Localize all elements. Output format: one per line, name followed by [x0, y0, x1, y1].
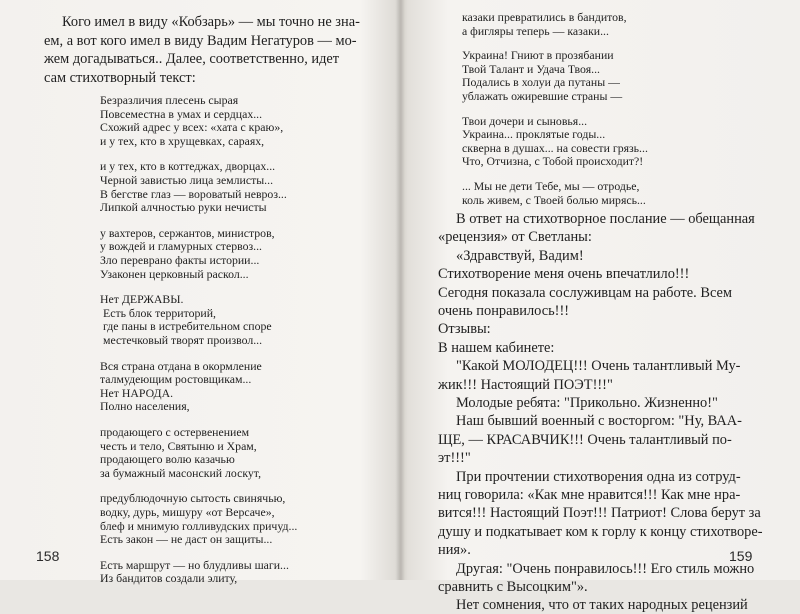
verse-line: Украина! Гниют в прозябании	[462, 48, 614, 63]
left-page	[0, 0, 398, 586]
verse-line: Твои дочери и сыновья...	[462, 113, 588, 128]
prose-line: "Какой МОЛОДЕЦ!!! Очень талантливый Му-	[456, 358, 741, 375]
verse-line: Украина... проклятые годы...	[462, 127, 606, 142]
prose-line: Стихотворение меня очень впечатлило!!!	[438, 266, 690, 283]
prose-line: сравнить с Высоцким"».	[438, 579, 588, 595]
prose-line: душу и подкатывает ком к горлу к концу стихотворе-	[438, 523, 763, 540]
prose-line: «рецензия» от Светланы:	[438, 229, 592, 246]
verse-line: Твой Талант и Удача Твоя...	[462, 61, 600, 76]
verse-line: талмудеющим ростовщикам...	[100, 372, 252, 387]
verse-line: Нет НАРОДА.	[100, 385, 174, 400]
prose-line: При прочтении стихотворения одна из сотруд-	[456, 468, 741, 485]
verse-line: Липкой алчностью руки нечисты	[100, 200, 267, 215]
prose-line: жем догадываться.. Далее, соответственно, идет	[44, 51, 340, 67]
verse-line: В бегстве глаз — вороватый невроз...	[100, 186, 287, 201]
verse-line: Из бандитов создали элиту,	[100, 571, 238, 586]
verse-line: Нет ДЕРЖАВЫ.	[100, 292, 184, 307]
verse-line: за бумажный масонский лоскут,	[100, 465, 262, 480]
verse-line: водку, дурь, мишуру «от Версаче»,	[100, 505, 275, 519]
verse-line: и у тех, кто в хрущевках, сараях,	[100, 133, 265, 148]
verse-line: Есть маршрут — но блудливы шаги...	[100, 557, 289, 572]
verse-line: Черной завистью лица землисты...	[100, 173, 274, 187]
prose-line: ниц говорила: «Как мне нравится!!! Как мне нра-	[438, 487, 741, 503]
verse-line: блеф и мнимую голливудских причуд...	[100, 518, 298, 533]
prose-line: эт!!!"	[438, 450, 471, 467]
prose-line: Другая: "Очень понравилось!!! Его стиль можно	[456, 560, 755, 577]
page-number: 158	[36, 548, 60, 564]
verse-line: ублажать ожиревшие страны —	[462, 89, 623, 103]
verse-line: Есть блок территорий,	[103, 305, 216, 320]
verse-line: продающего с остервенением	[100, 425, 250, 439]
verse-line: Вся страна отдана в окормление	[100, 358, 262, 373]
verse-line: Повсеместна в умах и сердцах...	[100, 106, 263, 121]
verse-line: Что, Отчизна, с Тобой происходит?!	[462, 154, 644, 169]
prose-line: Нет сомнения, что от таких народных рецензий	[456, 597, 748, 614]
verse-line: и у тех, кто в коттеджах, дворцах...	[100, 159, 276, 174]
verse-line: Зло переврано факты истории...	[100, 253, 260, 267]
verse-line: Безразличия плесень сырая	[100, 93, 239, 107]
verse-line: Подались в холуи да путаны —	[462, 75, 620, 90]
prose-line: ЩЕ, — КРАСАВЧИК!!! Очень талантливый по-	[438, 431, 732, 448]
prose-line: жик!!! Настоящий ПОЭТ!!!"	[438, 376, 613, 393]
verse-line: ... Мы не дети Тебе, мы — отродье,	[462, 179, 640, 193]
prose-line: Сегодня показала сослуживцам на работе. Всем	[438, 284, 733, 301]
prose-line: В ответ на стихотворное послание — обещанная	[456, 211, 755, 227]
verse-line: у вахтеров, сержантов, министров,	[100, 225, 275, 240]
prose-line: Молодые ребята: "Прикольно. Жизненно!"	[456, 395, 718, 411]
verse-line: скверна в душах... на совести грязь...	[462, 140, 648, 155]
prose-line: Наш бывший военный с восторгом: "Ну, ВАА-	[456, 413, 742, 430]
prose-line: вится!!! Настоящий Поэт!!! Патриот! Слова берут за	[438, 505, 761, 522]
verse-line: продающего волю казачью	[100, 452, 235, 467]
prose-line: ния».	[438, 542, 471, 559]
page-number: 159	[729, 548, 753, 564]
verse-line: предублюдочную сытость свинячью,	[100, 491, 286, 506]
verse-line: у вождей и гламурных стервоз...	[100, 239, 262, 254]
prose-line: Кого имел в виду «Кобзарь» — мы точно не зна-	[62, 14, 360, 30]
prose-line: сам стихотворный текст:	[44, 69, 196, 86]
verse-line: Есть закон — не даст он защиты...	[100, 532, 273, 547]
verse-line: а фигляры теперь — казаки...	[462, 23, 609, 38]
right-page	[402, 0, 800, 614]
prose-line: Отзывы:	[438, 321, 491, 338]
verse-line: честь и тело, Святыню и Храм,	[100, 438, 257, 453]
verse-line: местечковый творят произвол...	[103, 333, 263, 347]
prose-line: очень понравилось!!!	[438, 303, 570, 319]
verse-line: Схожий адрес у всех: «хата с краю»,	[100, 120, 284, 135]
verse-line: Узаконен церковный раскол...	[100, 266, 249, 281]
verse-line: Полно населения,	[100, 399, 190, 414]
prose-line: «Здравствуй, Вадим!	[456, 247, 584, 264]
prose-line: В нашем кабинете:	[438, 339, 555, 356]
prose-line: ем, а вот кого имел в виду Вадим Негатуров — мо-	[44, 32, 357, 49]
verse-line: казаки превратились в бандитов,	[462, 10, 627, 24]
verse-line: коль живем, с Твоей болью мирясь...	[462, 192, 646, 207]
verse-line: где паны в истребительном споре	[103, 319, 272, 334]
